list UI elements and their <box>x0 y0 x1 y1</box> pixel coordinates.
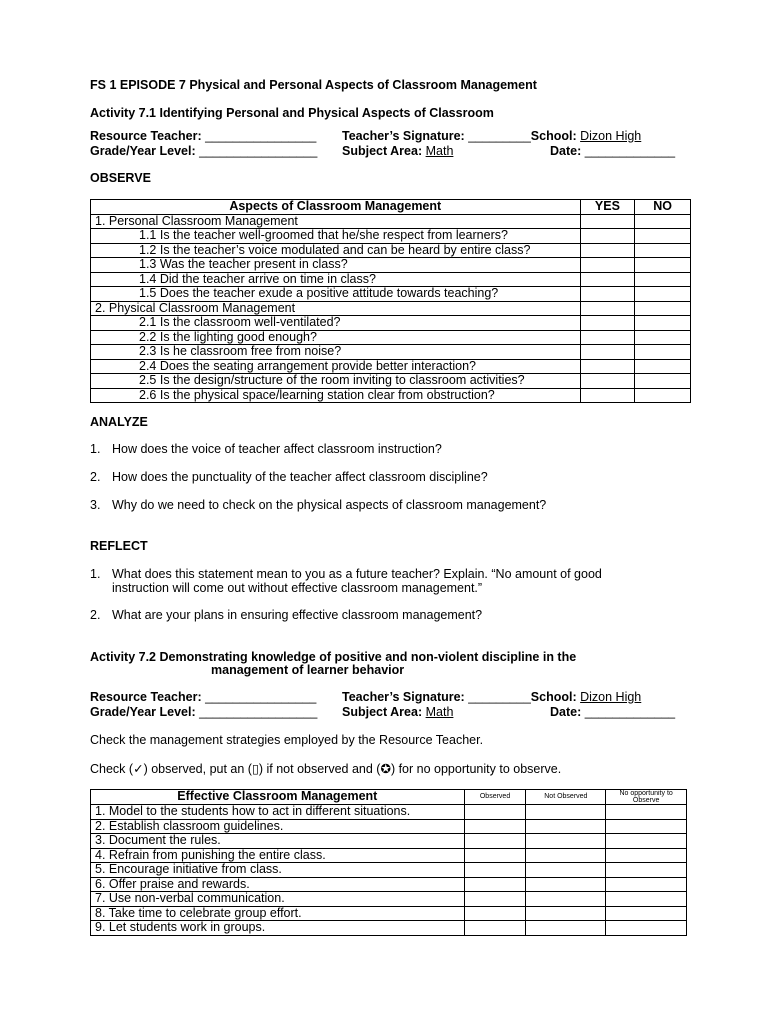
no-cell[interactable] <box>635 345 691 360</box>
item-text: How does the punctuality of the teacher affect classroom discipline? <box>112 470 488 484</box>
item-number: 2. <box>90 470 101 484</box>
no-cell[interactable] <box>635 258 691 273</box>
observed-header: Observed <box>464 790 526 805</box>
table-row <box>91 819 687 834</box>
signature-group <box>342 129 641 143</box>
no-cell[interactable] <box>635 214 691 229</box>
analyze-item <box>90 442 442 456</box>
yes-cell[interactable] <box>580 272 635 287</box>
no-cell[interactable] <box>635 316 691 331</box>
strategies-header: Effective Classroom Management <box>91 790 465 805</box>
no-cell[interactable] <box>635 272 691 287</box>
row-label: 1.3 Was the teacher present in class? <box>91 258 581 273</box>
yes-cell[interactable] <box>580 214 635 229</box>
observed-cell[interactable] <box>464 863 526 878</box>
date-label: Date: <box>550 705 582 719</box>
item-text: What are your plans in ensuring effective classroom management? <box>112 608 483 622</box>
observed-cell[interactable] <box>464 805 526 820</box>
table-row <box>91 892 687 907</box>
row-label: 2.5 Is the design/structure of the room inviting to classroom activities? <box>91 374 581 389</box>
header-row-1 <box>90 129 316 143</box>
item-number: 1. <box>90 442 101 456</box>
analyze-item <box>90 470 488 484</box>
row-label: 1. Personal Classroom Management <box>91 214 581 229</box>
row-label: 2. Establish classroom guidelines. <box>91 819 465 834</box>
item-number: 2. <box>90 608 101 622</box>
table-row <box>91 345 691 360</box>
school-value: Dizon High <box>580 129 642 143</box>
activity-2-heading: Activity 7.2 Demonstrating knowledge of positive and non-violent discipline in the <box>90 650 577 664</box>
observe-heading: OBSERVE <box>90 171 151 185</box>
no-opportunity-cell[interactable] <box>606 863 687 878</box>
row-label: 6. Offer praise and rewards. <box>91 877 465 892</box>
table-row <box>91 834 687 849</box>
observed-cell[interactable] <box>464 906 526 921</box>
no-cell[interactable] <box>635 374 691 389</box>
resource-teacher-label: Resource Teacher: <box>90 129 202 143</box>
observed-cell[interactable] <box>464 877 526 892</box>
subject-label: Subject Area: <box>342 144 423 158</box>
legend-text: ) if not observed and ( <box>258 762 381 776</box>
item-text: Why do we need to check on the physical aspects of classroom management? <box>112 498 547 512</box>
table-row <box>91 272 691 287</box>
not-observed-cell[interactable] <box>526 819 606 834</box>
not-observed-cell[interactable] <box>526 848 606 863</box>
observed-cell[interactable] <box>464 848 526 863</box>
activity-1-heading: Activity 7.1 Identifying Personal and Physical Aspects of Classroom <box>90 106 494 120</box>
no-cell[interactable] <box>635 287 691 302</box>
observed-cell[interactable] <box>464 921 526 936</box>
yes-cell[interactable] <box>580 316 635 331</box>
date-group <box>550 705 675 719</box>
yes-cell[interactable] <box>580 258 635 273</box>
date-field[interactable]: __________ <box>584 144 655 158</box>
grade-field[interactable]: _________________ <box>199 705 318 719</box>
not-observed-cell[interactable] <box>526 834 606 849</box>
table-header-row <box>91 200 691 215</box>
header-row-2 <box>90 705 317 719</box>
no-cell[interactable] <box>635 301 691 316</box>
date-field-tail[interactable]: ___ <box>654 144 676 158</box>
row-label: 2.6 Is the physical space/learning station clear from obstruction? <box>91 388 581 403</box>
resource-teacher-field[interactable]: ________________ <box>205 690 317 704</box>
table-row <box>91 921 687 936</box>
no-cell[interactable] <box>635 243 691 258</box>
date-field[interactable]: __________ <box>584 705 655 719</box>
table-row <box>91 906 687 921</box>
analyze-heading: ANALYZE <box>90 415 148 429</box>
table-row <box>91 359 691 374</box>
yes-cell[interactable] <box>580 301 635 316</box>
row-label: 1.2 Is the teacher’s voice modulated and can be heard by entire class? <box>91 243 581 258</box>
table-row <box>91 330 691 345</box>
legend-text: ) for no opportunity to observe. <box>390 762 562 776</box>
no-opportunity-cell[interactable] <box>606 906 687 921</box>
row-label: 3. Document the rules. <box>91 834 465 849</box>
yes-cell[interactable] <box>580 330 635 345</box>
no-cell[interactable] <box>635 330 691 345</box>
row-label: 2. Physical Classroom Management <box>91 301 581 316</box>
item-text: What does this statement mean to you as a future teacher? Explain. “No amount of good <box>112 567 602 581</box>
item-number: 3. <box>90 498 101 512</box>
no-opportunity-header: No opportunity to Observe <box>606 790 687 805</box>
activity-2-heading-continued: management of learner behavior <box>211 663 405 677</box>
yes-cell[interactable] <box>580 374 635 389</box>
grade-field[interactable]: _________________ <box>199 144 318 158</box>
no-opportunity-cell[interactable] <box>606 805 687 820</box>
not-observed-header: Not Observed <box>526 790 606 805</box>
table-row <box>91 258 691 273</box>
school-value: Dizon High <box>580 690 642 704</box>
subject-label: Subject Area: <box>342 705 423 719</box>
reflect-item <box>90 608 482 622</box>
reflect-heading: REFLECT <box>90 539 148 553</box>
table-header-row <box>91 790 687 805</box>
header-row-2 <box>90 144 317 158</box>
table-row <box>91 243 691 258</box>
row-label: 2.1 Is the classroom well-ventilated? <box>91 316 581 331</box>
signature-label: Teacher’s Signature: <box>342 690 465 704</box>
school-label: School: <box>530 690 577 704</box>
signature-field[interactable]: _________ <box>468 129 531 143</box>
no-opportunity-cell[interactable] <box>606 877 687 892</box>
no-opportunity-cell[interactable] <box>606 819 687 834</box>
row-label: 4. Refrain from punishing the entire class. <box>91 848 465 863</box>
observed-cell[interactable] <box>464 892 526 907</box>
table-row <box>91 848 687 863</box>
circle-icon: ✪ <box>380 762 391 776</box>
subject-group <box>342 705 453 719</box>
legend-instruction <box>90 761 561 776</box>
observed-cell[interactable] <box>464 819 526 834</box>
resource-teacher-field[interactable]: ________________ <box>205 129 317 143</box>
aspects-header: Aspects of Classroom Management <box>91 200 581 215</box>
row-label: 2.2 Is the lighting good enough? <box>91 330 581 345</box>
not-observed-cell[interactable] <box>526 906 606 921</box>
item-text: How does the voice of teacher affect classroom instruction? <box>112 442 442 456</box>
not-observed-cell[interactable] <box>526 863 606 878</box>
yes-cell[interactable] <box>580 359 635 374</box>
analyze-item <box>90 498 546 512</box>
grade-label: Grade/Year Level: <box>90 705 196 719</box>
subject-value: Math <box>425 705 454 719</box>
yes-cell[interactable] <box>580 229 635 244</box>
table-row <box>91 805 687 820</box>
table-row <box>91 374 691 389</box>
row-label: 5. Encourage initiative from class. <box>91 863 465 878</box>
yes-header: YES <box>580 200 635 215</box>
reflect-item-continued: instruction will come out without effective classroom management.” <box>112 581 483 595</box>
no-opportunity-cell[interactable] <box>606 848 687 863</box>
no-cell[interactable] <box>635 229 691 244</box>
signature-label: Teacher’s Signature: <box>342 129 465 143</box>
not-observed-cell[interactable] <box>526 892 606 907</box>
item-number: 1. <box>90 567 101 581</box>
date-label: Date: <box>550 144 582 158</box>
no-header: NO <box>635 200 691 215</box>
subject-value: Math <box>425 144 454 158</box>
grade-label: Grade/Year Level: <box>90 144 196 158</box>
resource-teacher-label: Resource Teacher: <box>90 690 202 704</box>
row-label: 1.4 Did the teacher arrive on time in class? <box>91 272 581 287</box>
yes-cell[interactable] <box>580 287 635 302</box>
date-field-tail[interactable]: ___ <box>654 705 676 719</box>
row-label: 1.1 Is the teacher well-groomed that he/she respect from learners? <box>91 229 581 244</box>
observed-cell[interactable] <box>464 834 526 849</box>
table-row <box>91 301 691 316</box>
subject-group <box>342 144 453 158</box>
observe-table <box>90 199 691 403</box>
reflect-item <box>90 567 602 581</box>
school-label: School: <box>530 129 577 143</box>
no-opportunity-cell[interactable] <box>606 834 687 849</box>
row-label: 2.4 Does the seating arrangement provide better interaction? <box>91 359 581 374</box>
strategies-table <box>90 789 687 936</box>
not-observed-cell[interactable] <box>526 921 606 936</box>
not-observed-cell[interactable] <box>526 877 606 892</box>
table-row <box>91 877 687 892</box>
header-row-1 <box>90 690 316 704</box>
table-row <box>91 229 691 244</box>
instruction-text: Check the management strategies employed by the Resource Teacher. <box>90 733 484 747</box>
legend-text: ) observed, put an ( <box>143 762 252 776</box>
row-label: 9. Let students work in groups. <box>91 921 465 936</box>
yes-cell[interactable] <box>580 243 635 258</box>
table-row <box>91 863 687 878</box>
table-row <box>91 316 691 331</box>
not-observed-cell[interactable] <box>526 805 606 820</box>
signature-field[interactable]: _________ <box>468 690 531 704</box>
box-icon: ▯ <box>251 762 259 776</box>
signature-group <box>342 690 641 704</box>
no-cell[interactable] <box>635 359 691 374</box>
date-group <box>550 144 675 158</box>
row-label: 7. Use non-verbal communication. <box>91 892 465 907</box>
row-label: 1.5 Does the teacher exude a positive attitude towards teaching? <box>91 287 581 302</box>
page-title: FS 1 EPISODE 7 Physical and Personal Aspects of Classroom Management <box>90 78 537 92</box>
no-opportunity-cell[interactable] <box>606 892 687 907</box>
table-row <box>91 287 691 302</box>
row-label: 8. Take time to celebrate group effort. <box>91 906 465 921</box>
no-opportunity-cell[interactable] <box>606 921 687 936</box>
table-row <box>91 214 691 229</box>
row-label: 2.3 Is he classroom free from noise? <box>91 345 581 360</box>
yes-cell[interactable] <box>580 345 635 360</box>
row-label: 1. Model to the students how to act in different situations. <box>91 805 465 820</box>
table-row <box>91 388 691 403</box>
check-icon: ✓ <box>133 762 144 776</box>
yes-cell[interactable] <box>580 388 635 403</box>
legend-text: Check ( <box>90 762 134 776</box>
no-cell[interactable] <box>635 388 691 403</box>
